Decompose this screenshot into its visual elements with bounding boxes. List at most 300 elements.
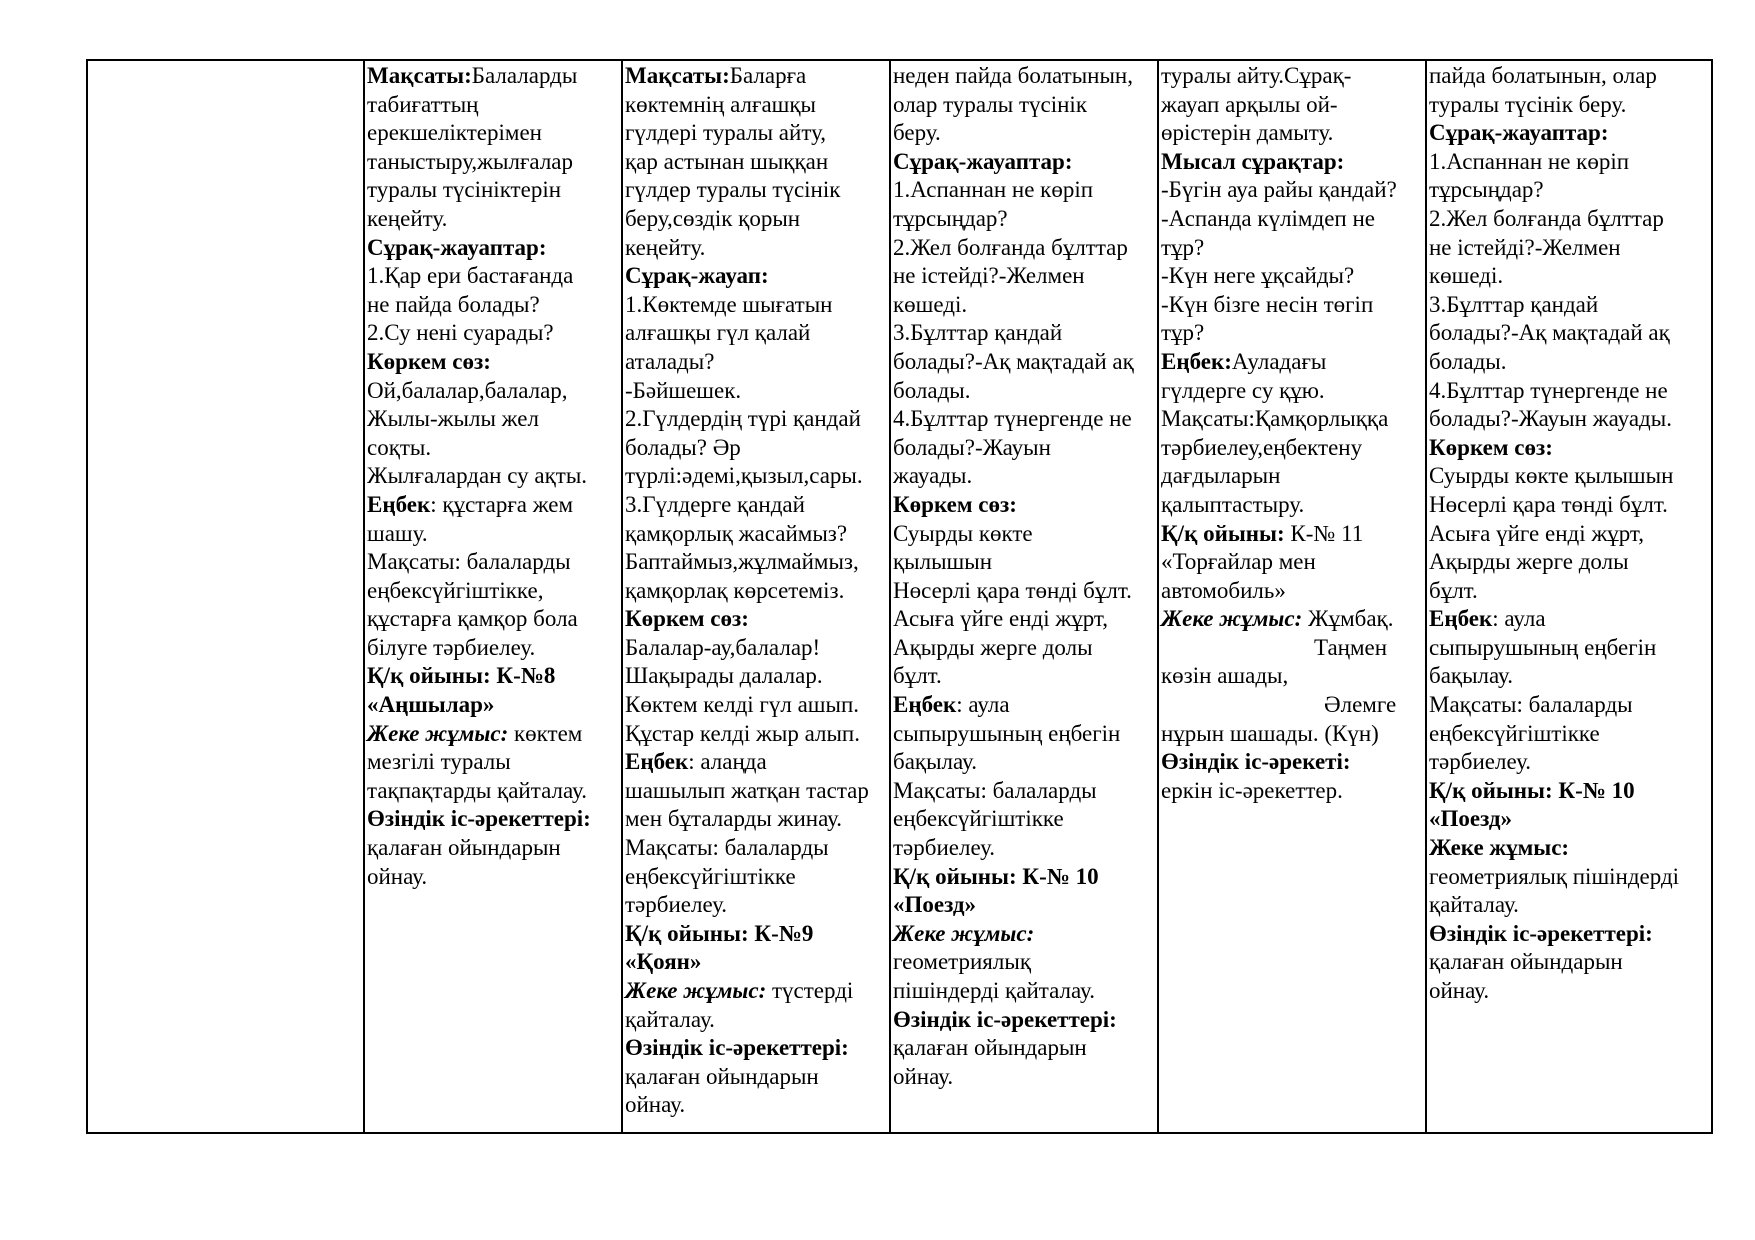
- text-run: туралы түсініктерін: [367, 177, 562, 203]
- text-run: қамқорлақ көрсетеміз.: [625, 577, 845, 603]
- text-line: [1161, 662, 1423, 691]
- text-line: [1161, 319, 1423, 348]
- text-run: пайда болатынын, олар: [1429, 63, 1657, 88]
- text-run: жауап арқылы ой-: [1161, 91, 1338, 117]
- text-line: [625, 605, 887, 634]
- text-run: не істейді?-Желмен: [893, 263, 1085, 289]
- text-line: [893, 977, 1155, 1006]
- text-line: [625, 91, 887, 120]
- heading-run: Жеке жұмыс:: [625, 978, 767, 1003]
- text-run: Ой,балалар,балалар,: [367, 377, 568, 403]
- text-line: [1429, 405, 1709, 434]
- text-run: автомобиль»: [1161, 577, 1286, 603]
- text-line: [893, 605, 1155, 634]
- text-run: : құстарға жем: [430, 491, 574, 517]
- text-line: [625, 1006, 887, 1035]
- text-line: [367, 634, 619, 663]
- text-line: [625, 777, 887, 806]
- text-run: Ақырды жерге долы: [1429, 549, 1629, 575]
- text-run: шашылып жатқан тастар: [625, 777, 869, 803]
- text-line: [1161, 205, 1423, 234]
- text-line: [625, 491, 887, 520]
- text-run: көктем: [508, 720, 583, 746]
- heading-run: Сұрақ-жауаптар:: [1429, 120, 1609, 146]
- text-run: көзін ашады,: [1161, 663, 1289, 689]
- text-line: [1161, 262, 1423, 291]
- text-run: -Бүгін ауа райы қандай?: [1161, 177, 1397, 203]
- text-line: [625, 234, 887, 263]
- text-line: [1161, 777, 1423, 806]
- text-run: -Бәйшешек.: [625, 377, 742, 403]
- text-run: геометриялық: [893, 949, 1031, 975]
- heading-run: «Поезд»: [1429, 806, 1513, 832]
- text-line: [367, 91, 619, 120]
- text-line: [893, 777, 1155, 806]
- text-run: ерекшеліктерімен: [367, 120, 542, 146]
- text-line: [367, 777, 619, 806]
- text-line: [1161, 119, 1423, 148]
- text-line: [1429, 62, 1709, 91]
- text-run: 3.Гүлдерге қандай: [625, 491, 805, 517]
- text-line: [367, 319, 619, 348]
- text-run: таныстыру,жылғалар: [367, 148, 574, 174]
- text-run: не пайда болады?: [367, 291, 540, 317]
- text-line: [1429, 920, 1709, 949]
- text-line: [625, 1034, 887, 1063]
- text-run: тәрбиелеу.: [625, 892, 728, 918]
- text-run: көктемнің алғашқы: [625, 91, 816, 117]
- text-line: [625, 1091, 887, 1120]
- text-line: [625, 920, 887, 949]
- text-run: қалаған ойындарын: [625, 1063, 819, 1089]
- text-line: [625, 291, 887, 320]
- text-run: Көктем келді гүл ашып.: [625, 692, 859, 718]
- text-line: [1429, 548, 1709, 577]
- text-run: Мақсаты: балаларды: [893, 777, 1097, 803]
- heading-run: Сұрақ-жауаптар:: [893, 148, 1073, 174]
- text-run: Асыға үйге енді жұрт,: [1429, 520, 1645, 546]
- text-run: жауады.: [893, 463, 973, 489]
- text-line: [893, 291, 1155, 320]
- text-line: [1429, 777, 1709, 806]
- text-line: [1161, 91, 1423, 120]
- text-line: [625, 520, 887, 549]
- text-line: [625, 748, 887, 777]
- text-line: [367, 291, 619, 320]
- text-run: не істейді?-Желмен: [1429, 234, 1621, 260]
- text-line: [625, 405, 887, 434]
- heading-run: Өзіндік іс-әрекеті:: [1161, 749, 1351, 775]
- text-run: -Күн бізге несін төгіп: [1161, 291, 1374, 317]
- text-run: көшеді.: [893, 291, 968, 317]
- text-line: [1429, 462, 1709, 491]
- text-line: [893, 948, 1155, 977]
- text-line: [367, 119, 619, 148]
- heading-run: Өзіндік іс-әрекеттері:: [893, 1006, 1117, 1032]
- table-cell-day-4: [1158, 60, 1426, 1133]
- text-run: Жылғалардан су ақты.: [367, 463, 588, 489]
- text-line: [1429, 319, 1709, 348]
- text-run: Мақсаты: балаларды: [625, 835, 829, 861]
- text-run: 4.Бұлттар түнергенде не: [1429, 377, 1668, 403]
- text-run: гүлдер туралы түсінік: [625, 177, 841, 203]
- text-line: [893, 262, 1155, 291]
- text-line: [1429, 948, 1709, 977]
- text-line: [1429, 834, 1709, 863]
- heading-run: Көркем сөз:: [1429, 434, 1553, 460]
- text-run: олар туралы түсінік: [893, 91, 1087, 117]
- text-run: беру.: [893, 120, 941, 146]
- text-line: [625, 62, 887, 91]
- text-run: Балаларды: [471, 63, 578, 88]
- text-line: [625, 462, 887, 491]
- heading-run: Мақсаты:: [625, 63, 730, 88]
- text-line: [893, 1063, 1155, 1092]
- text-line: [1429, 662, 1709, 691]
- text-line: [1429, 863, 1709, 892]
- text-line: [893, 1006, 1155, 1035]
- text-run: бұлт.: [1429, 577, 1478, 603]
- text-line: [367, 691, 619, 720]
- text-line: [625, 377, 887, 406]
- text-run: : алаңда: [688, 749, 767, 775]
- text-run: гүлдерге су құю.: [1161, 377, 1325, 403]
- text-run: бақылау.: [893, 749, 978, 775]
- text-line: [1161, 462, 1423, 491]
- text-line: [625, 691, 887, 720]
- text-run: мен бұталарды жинау.: [625, 806, 843, 832]
- text-run: 1.Аспаннан не көріп: [1429, 148, 1630, 174]
- text-line: [1161, 577, 1423, 606]
- text-run: : аула: [1492, 606, 1546, 632]
- text-line: [893, 662, 1155, 691]
- text-line: [893, 834, 1155, 863]
- text-line: [893, 691, 1155, 720]
- text-line: [893, 234, 1155, 263]
- text-run: алғашқы гүл қалай: [625, 320, 811, 346]
- text-line: [893, 491, 1155, 520]
- text-line: [625, 634, 887, 663]
- text-line: [1429, 891, 1709, 920]
- text-run: Әлемге: [1324, 692, 1397, 718]
- text-line: [893, 62, 1155, 91]
- text-run: болады.: [893, 377, 971, 403]
- text-line: [367, 148, 619, 177]
- text-line: [1161, 605, 1423, 634]
- text-line: [625, 1063, 887, 1092]
- text-run: тәрбиелеу,еңбектену: [1161, 434, 1363, 460]
- text-line: [367, 520, 619, 549]
- text-run: геометриялық пішіндерді: [1429, 863, 1680, 889]
- text-line: [1429, 691, 1709, 720]
- text-line: [893, 319, 1155, 348]
- text-run: тұрсыңдар?: [1429, 177, 1544, 203]
- text-line: [1429, 805, 1709, 834]
- table-cell-label: [87, 60, 364, 1133]
- text-line: [1429, 262, 1709, 291]
- heading-run: «Қоян»: [625, 949, 702, 975]
- text-run: туралы түсінік беру.: [1429, 91, 1627, 117]
- text-run: қылышын: [893, 549, 993, 575]
- text-line: [367, 720, 619, 749]
- text-run: түрлі:әдемі,қызыл,сары.: [625, 463, 863, 489]
- heading-run: Қ/қ ойыны: К-№ 10: [1429, 777, 1635, 803]
- text-run: көшеді.: [1429, 263, 1504, 289]
- text-run: қалаған ойындарын: [367, 835, 561, 861]
- lesson-plan-table: [86, 59, 1713, 1134]
- text-run: болады?-Жауын жауады.: [1429, 406, 1672, 432]
- text-line: [1161, 491, 1423, 520]
- heading-run: Еңбек: [1429, 606, 1493, 632]
- text-line: [893, 634, 1155, 663]
- heading-run: Сұрақ-жауап:: [625, 263, 769, 289]
- text-line: [367, 605, 619, 634]
- text-run: еңбексүйгіштікке: [1429, 720, 1600, 746]
- text-line: [1429, 91, 1709, 120]
- text-run: мезгілі туралы: [367, 749, 511, 775]
- text-run: тәрбиелеу.: [1429, 749, 1532, 775]
- text-line: [625, 348, 887, 377]
- text-run: болады?-Жауын: [893, 434, 1051, 460]
- text-run: Құстар келді жыр алып.: [625, 720, 860, 746]
- text-line: [367, 262, 619, 291]
- text-line: [625, 205, 887, 234]
- text-line: [1161, 405, 1423, 434]
- text-run: 3.Бұлттар қандай: [893, 320, 1063, 346]
- text-run: сыпырушының еңбегін: [893, 720, 1121, 746]
- text-line: [1429, 205, 1709, 234]
- text-line: [1429, 119, 1709, 148]
- text-run: болады.: [1429, 348, 1507, 374]
- text-run: гүлдері туралы айту,: [625, 120, 827, 146]
- text-line: [1429, 377, 1709, 406]
- text-line: [893, 920, 1155, 949]
- text-line: [367, 748, 619, 777]
- text-line: [367, 863, 619, 892]
- text-run: «Торғайлар мен: [1161, 549, 1316, 575]
- text-run: Шақырады далалар.: [625, 663, 823, 689]
- text-line: [625, 805, 887, 834]
- text-line: [1161, 176, 1423, 205]
- text-line: [625, 548, 887, 577]
- text-run: пішіндерді қайталау.: [893, 978, 1095, 1003]
- text-run: 3.Бұлттар қандай: [1429, 291, 1599, 317]
- heading-run: Жеке жұмыс:: [367, 720, 509, 746]
- text-run: Баптаймыз,жұлмаймыз,: [625, 549, 859, 575]
- text-run: Суырды көкте қылышын: [1429, 463, 1674, 489]
- text-run: тұр?: [1161, 234, 1205, 260]
- text-line: [893, 520, 1155, 549]
- text-line: [1161, 377, 1423, 406]
- text-line: [367, 377, 619, 406]
- text-line: [1429, 720, 1709, 749]
- text-line: [625, 662, 887, 691]
- text-line: [893, 863, 1155, 892]
- text-line: [625, 148, 887, 177]
- heading-run: Жеке жұмыс:: [1429, 835, 1570, 861]
- text-line: [893, 1034, 1155, 1063]
- text-line: [1161, 434, 1423, 463]
- table-cell-day-3: [890, 60, 1158, 1133]
- text-run: нұрын шашады. (Күн): [1161, 720, 1379, 746]
- text-run: құстарға қамқор бола: [367, 606, 578, 632]
- text-run: туралы айту.Сұрақ-: [1161, 63, 1352, 88]
- text-line: [1161, 520, 1423, 549]
- heading-run: Өзіндік іс-әрекеттері:: [1429, 920, 1653, 946]
- text-run: 2.Су нені суарады?: [367, 320, 554, 346]
- text-run: бұлт.: [893, 663, 942, 689]
- heading-run: Көркем сөз:: [367, 348, 491, 374]
- heading-run: Қ/қ ойыны:: [1161, 520, 1285, 546]
- text-run: болады?-Ақ мақтадай ақ: [893, 348, 1134, 374]
- text-line: [893, 891, 1155, 920]
- text-line: [1161, 634, 1423, 663]
- text-line: [893, 577, 1155, 606]
- heading-run: Еңбек: [367, 491, 431, 517]
- text-run: Мақсаты:Қамқорлыққа: [1161, 406, 1389, 432]
- text-run: Нөсерлі қара төнді бұлт.: [893, 577, 1132, 603]
- text-run: Жылы-жылы жел: [367, 406, 539, 432]
- text-line: [893, 748, 1155, 777]
- text-run: қамқорлық жасаймыз?: [625, 520, 848, 546]
- text-run: қайталау.: [1429, 892, 1519, 918]
- text-run: Баларға: [729, 63, 807, 88]
- text-line: [625, 176, 887, 205]
- text-run: Мақсаты: балаларды: [1429, 692, 1633, 718]
- heading-run: Еңбек: [893, 692, 957, 718]
- text-run: неден пайда болатынын,: [893, 63, 1133, 88]
- heading-run: «Поезд»: [893, 892, 977, 918]
- text-run: 2.Гүлдердің түрі қандай: [625, 406, 861, 432]
- text-line: [893, 805, 1155, 834]
- text-line: [893, 148, 1155, 177]
- text-line: [1429, 748, 1709, 777]
- text-run: К-№ 11: [1284, 520, 1364, 546]
- heading-run: Өзіндік іс-әрекеттері:: [367, 806, 591, 832]
- text-run: аталады?: [625, 348, 715, 374]
- text-line: [893, 119, 1155, 148]
- heading-run: Көркем сөз:: [625, 606, 749, 632]
- text-line: [625, 948, 887, 977]
- text-line: [1429, 491, 1709, 520]
- text-run: еркін іс-әрекеттер.: [1161, 777, 1343, 803]
- text-run: 1.Көктемде шығатын: [625, 291, 833, 317]
- text-run: 2.Жел болғанда бұлттар: [893, 234, 1128, 260]
- text-run: қалыптастыру.: [1161, 491, 1305, 517]
- text-line: [1429, 577, 1709, 606]
- text-line: [893, 176, 1155, 205]
- text-line: [893, 405, 1155, 434]
- text-line: [625, 863, 887, 892]
- text-line: [367, 548, 619, 577]
- text-run: еңбексүйгіштікке: [893, 806, 1064, 832]
- text-line: [1161, 148, 1423, 177]
- text-run: ойнау.: [1429, 978, 1490, 1003]
- text-run: тәрбиелеу.: [893, 835, 996, 861]
- text-line: [367, 62, 619, 91]
- text-run: сыпырушының еңбегін: [1429, 634, 1657, 660]
- text-line: [625, 577, 887, 606]
- text-run: Асыға үйге енді жұрт,: [893, 606, 1109, 632]
- table-cell-day-5: [1426, 60, 1712, 1133]
- heading-run: Сұрақ-жауаптар:: [367, 234, 547, 260]
- text-line: [367, 434, 619, 463]
- text-line: [1429, 434, 1709, 463]
- text-run: 2.Жел болғанда бұлттар: [1429, 205, 1664, 231]
- text-run: Ауладағы: [1231, 348, 1327, 374]
- text-line: [1161, 691, 1423, 720]
- text-line: [893, 91, 1155, 120]
- text-run: қайталау.: [625, 1006, 715, 1032]
- heading-run: «Аңшылар»: [367, 692, 495, 718]
- text-run: болады?-Ақ мақтадай ақ: [1429, 320, 1670, 346]
- text-line: [367, 805, 619, 834]
- text-run: болады? Әр: [625, 434, 741, 460]
- text-run: Балалар-ау,балалар!: [625, 634, 821, 660]
- text-run: ойнау.: [893, 1063, 954, 1089]
- text-line: [625, 977, 887, 1006]
- heading-run: Мысал сұрақтар:: [1161, 148, 1345, 174]
- text-line: [1429, 348, 1709, 377]
- text-run: қалаған ойындарын: [1429, 949, 1623, 975]
- text-line: [1429, 176, 1709, 205]
- text-run: тақпақтарды қайталау.: [367, 777, 587, 803]
- heading-run: Қ/қ ойыны: К-№ 10: [893, 863, 1099, 889]
- text-run: табиғаттың: [367, 91, 479, 117]
- text-run: : аула: [956, 692, 1010, 718]
- text-run: тұр?: [1161, 320, 1205, 346]
- text-line: [1161, 348, 1423, 377]
- text-line: [1161, 291, 1423, 320]
- text-run: ойнау.: [625, 1092, 686, 1118]
- text-line: [625, 434, 887, 463]
- text-run: кеңейту.: [367, 205, 448, 231]
- text-line: [1429, 148, 1709, 177]
- text-line: [367, 577, 619, 606]
- text-run: Ақырды жерге долы: [893, 634, 1093, 660]
- text-run: дағдыларын: [1161, 463, 1281, 489]
- text-line: [1161, 748, 1423, 777]
- text-line: [367, 462, 619, 491]
- text-line: [1161, 548, 1423, 577]
- heading-run: Қ/қ ойыны: К-№9: [625, 920, 814, 946]
- text-run: Нөсерлі қара төнді бұлт.: [1429, 491, 1668, 517]
- heading-run: Көркем сөз:: [893, 491, 1017, 517]
- text-line: [1429, 605, 1709, 634]
- text-run: 1.Аспаннан не көріп: [893, 177, 1094, 203]
- text-line: [367, 491, 619, 520]
- text-line: [367, 176, 619, 205]
- text-line: [367, 205, 619, 234]
- text-run: түстерді: [766, 978, 854, 1003]
- text-run: кеңейту.: [625, 234, 706, 260]
- heading-run: Мақсаты:: [367, 63, 472, 88]
- text-run: қар астынан шыққан: [625, 148, 829, 174]
- text-line: [893, 205, 1155, 234]
- text-line: [625, 319, 887, 348]
- text-line: [1161, 720, 1423, 749]
- text-run: 1.Қар ери бастағанда: [367, 263, 574, 289]
- text-line: [625, 891, 887, 920]
- heading-run: Жеке жұмыс:: [1161, 606, 1303, 632]
- text-run: тұрсыңдар?: [893, 205, 1008, 231]
- text-run: Жұмбақ.: [1302, 606, 1394, 632]
- text-run: шашу.: [367, 520, 428, 546]
- text-line: [367, 834, 619, 863]
- text-run: ойнау.: [367, 863, 428, 889]
- text-run: бақылау.: [1429, 663, 1514, 689]
- heading-run: Өзіндік іс-әрекеттері:: [625, 1035, 849, 1061]
